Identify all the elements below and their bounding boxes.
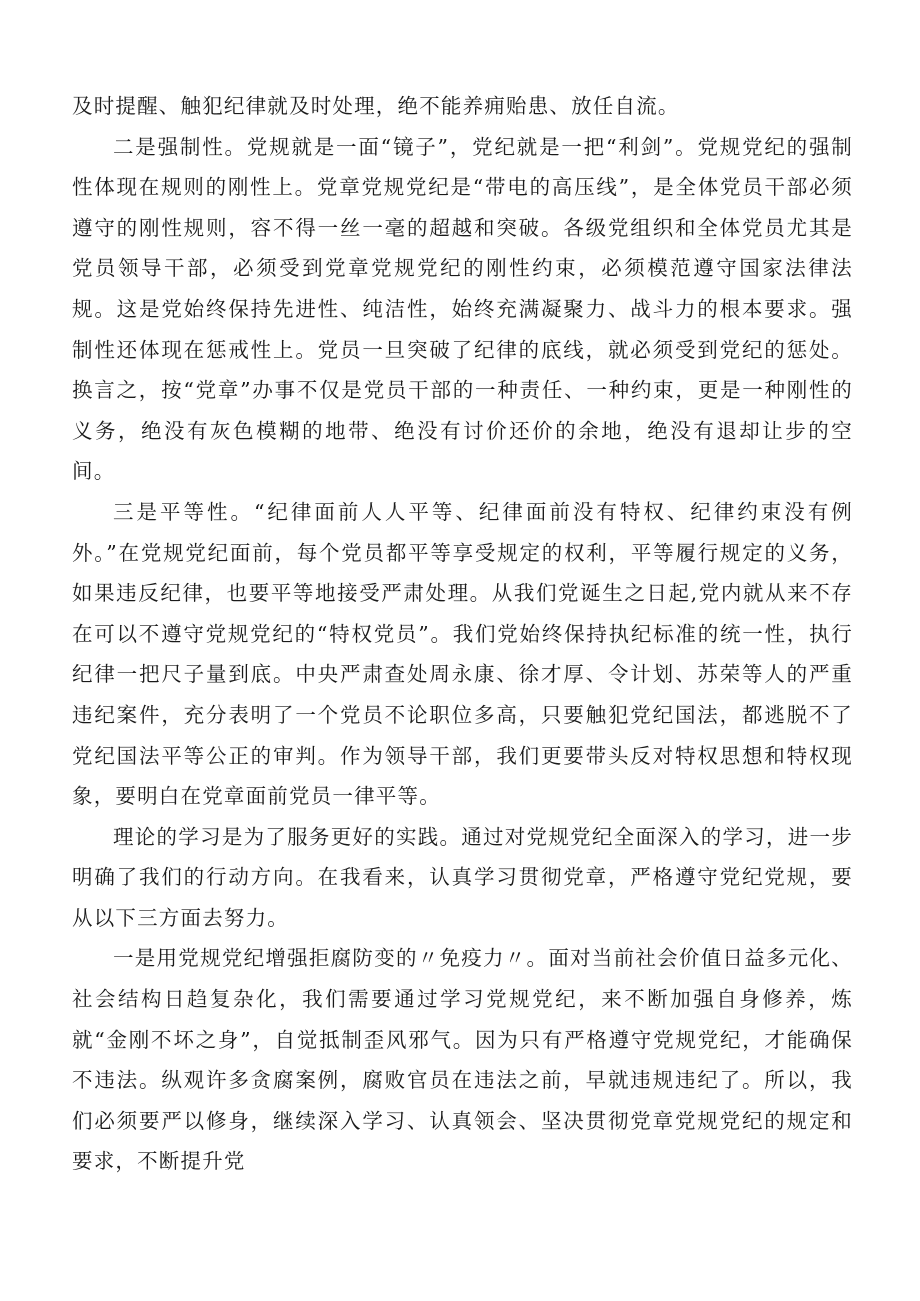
paragraph-mandatory-nature: 二是强制性。党规就是一面“镜子”，党纪就是一把“利剑”。党规党纪的强制性体现在规则的刚性上。党章党规党纪是“带电的高压线”，是全体党员干部必须遵守的刚性规则，容不得一丝一毫的超越和突破。各级党组织和全体党员尤其是党员领导干部，必须受到党章党规党纪的刚性约束，必须模范遵守国家法律法规。这是党始终保持先进性、纯洁性，始终充满凝聚力、战斗力的根本要求。强制性还体现在惩戒性上。党员一旦突破了纪律的底线，就必须受到党纪的惩处。换言之，按“党章”办事不仅是党员干部的一种责任、一种约束，更是一种刚性的义务，绝没有灰色模糊的地带、绝没有讨价还价的余地，绝没有退却让步的空间。 (72, 134, 853, 484)
paragraph-continuation: 及时提醒、触犯纪律就及时处理，绝不能养痈贻患、放任自流。 (72, 94, 680, 118)
paragraph-equality: 三是平等性。“纪律面前人人平等、纪律面前没有特权、纪律约束没有例外。”在党规党纪面前，每个党员都平等享受规定的权利，平等履行规定的义务，如果违反纪律，也要平等地接受严肃处理。从我们党诞生之日起,党内就从来不存在可以不遵守党规党纪的“特权党员”。我们党始终保持执纪标准的统一性，执行纪律一把尺子量到底。中央严肃查处周永康、徐才厚、令计划、苏荣等人的严重违纪案件，充分表明了一个党员不论职位多高，只要触犯党纪国法，都逃脱不了党纪国法平等公正的审判。作为领导干部，我们更要带头反对特权思想和特权现象，要明白在党章面前党员一律平等。 (72, 499, 853, 809)
paragraph-theory-practice: 理论的学习是为了服务更好的实践。通过对党规党纪全面深入的学习，进一步明确了我们的行动方向。在我看来，认真学习贯彻党章，严格遵守党纪党规，要从以下三方面去努力。 (72, 824, 853, 930)
document-page (72, 86, 853, 1182)
paragraph-immunity: 一是用党规党纪增强拒腐防变的〃免疫力〃。面对当前社会价值日益多元化、社会结构日趋复杂化，我们需要通过学习党规党纪，来不断加强自身修养，炼就“金刚不坏之身”，自觉抵制歪风邪气。因为只有严格遵守党规党纪，才能确保不违法。纵观许多贪腐案例，腐败官员在违法之前，早就违规违纪了。所以，我们必须要严以修身，继续深入学习、认真领会、坚决贯彻党章党规党纪的规定和要求，不断提升党 (72, 946, 853, 1174)
